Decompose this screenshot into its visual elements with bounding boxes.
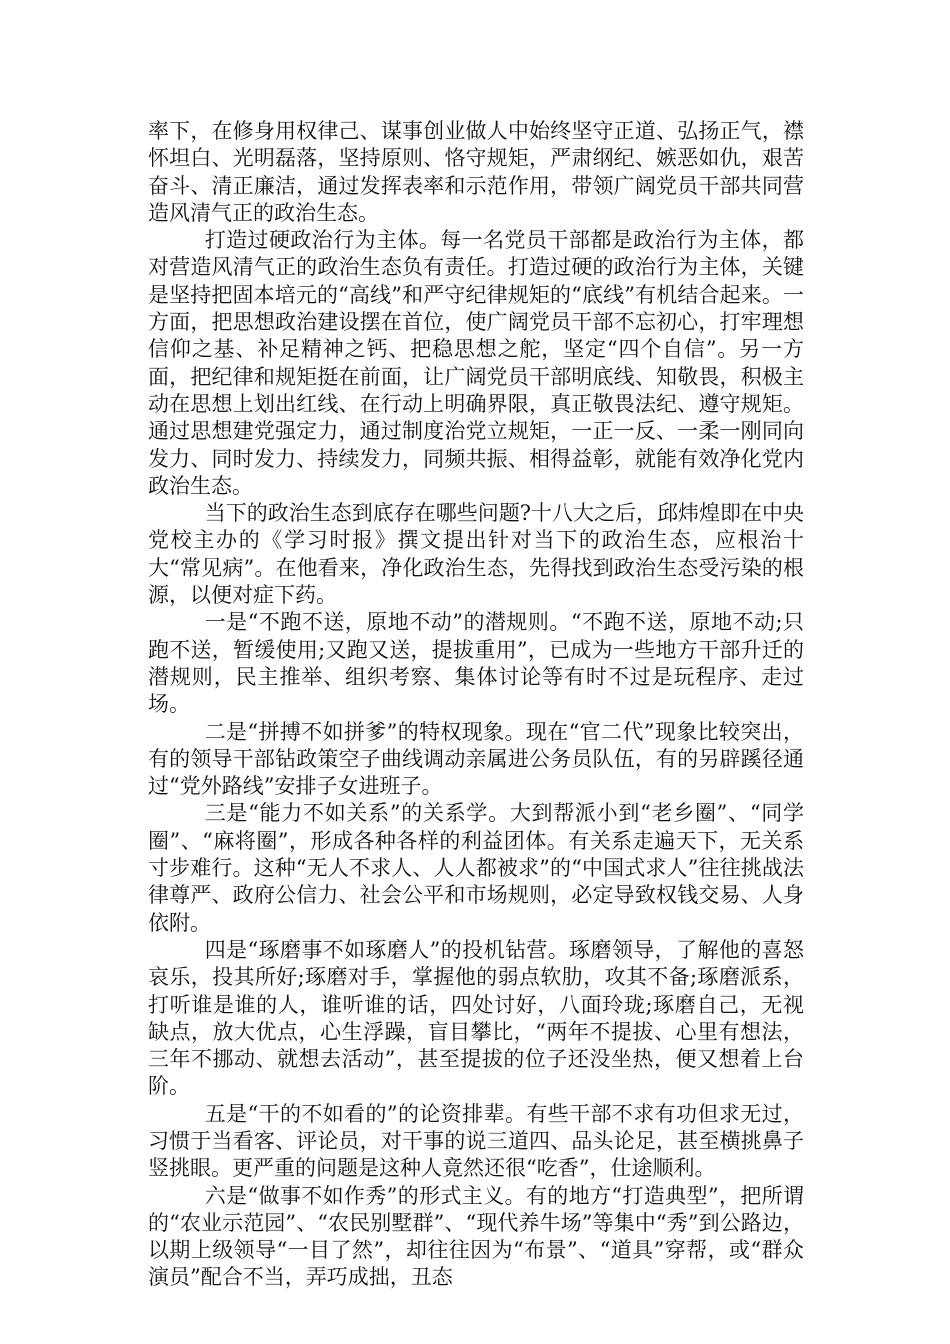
paragraph-6: 三是“能力不如关系”的关系学。大到帮派小到“老乡圈”、“同学圈”、“麻将圈”，形成各种各样的利益团体。有关系走遍天下，无关系寸步难行。这种“无人不求人、人人都被求”的“中国式求人”往往挑战法律尊严、政府公信力、社会公平和市场规则，必定导致权钱交易、人身依附。 — [148, 801, 804, 935]
paragraph-2: 打造过硬政治行为主体。每一名党员干部都是政治行为主体，都对营造风清气正的政治生态负有责任。打造过硬的政治行为主体，关键是坚持把固本培元的“高线”和严守纪律规矩的“底线”有机结合起来。一方面，把思想政治建设摆在首位，使广阔党员干部不忘初心，打牢理想信仰之基、补足精神之钙、把稳思想之舵，坚定“四个自信”。另一方面，把纪律和规矩挺在前面，让广阔党员干部明底线、知敬畏，积极主动在思想上划出红线、在行动上明确界限，真正敬畏法纪、遵守规矩。通过思想建党强定力，通过制度治党立规矩，一正一反、一柔一刚同向发力、同时发力、持续发力，同频共振、相得益彰，就能有效净化党内政治生态。 — [148, 228, 804, 498]
paragraph-4: 一是“不跑不送，原地不动”的潜规则。“不跑不送，原地不动;只跑不送，暂缓使用;又跑又送，提拔重用”，已成为一些地方干部升迁的潜规则，民主推举、组织考察、集体讨论等有时不过是玩程序、走过场。 — [148, 610, 804, 717]
paragraph-3: 当下的政治生态到底存在哪些问题?十八大之后，邱炜煌即在中央党校主办的《学习时报》撰文提出针对当下的政治生态，应根治十大“常见病”。在他看来，净化政治生态，先得找到政治生态受污染的根源，以便对症下药。 — [148, 501, 804, 608]
paragraph-9: 六是“做事不如作秀”的形式主义。有的地方“打造典型”，把所谓的“农业示范园”、“农民别墅群”、“现代养牛场”等集中“秀”到公路边，以期上级领导“一目了然”，却往往因为“布景”、“道具”穿帮，或“群众演员”配合不当，弄巧成拙，丑态 — [148, 1183, 804, 1290]
document-body — [148, 118, 804, 1292]
paragraph-8: 五是“干的不如看的”的论资排辈。有些干部不求有功但求无过，习惯于当看客、评论员，对干事的说三道四、品头论足，甚至横挑鼻子竖挑眼。更严重的问题是这种人竟然还很“吃香”，仕途顺利。 — [148, 1101, 804, 1181]
paragraph-1: 率下，在修身用权律己、谋事创业做人中始终坚守正道、弘扬正气，襟怀坦白、光明磊落，坚持原则、恪守规矩，严肃纲纪、嫉恶如仇，艰苦奋斗、清正廉洁，通过发挥表率和示范作用，带领广阔党员干部共同营造风清气正的政治生态。 — [148, 119, 804, 225]
paragraph-5: 二是“拼搏不如拼爹”的特权现象。现在“官二代”现象比较突出，有的领导干部钻政策空子曲线调动亲属进公务员队伍，有的另辟蹊径通过“党外路线”安排子女进班子。 — [148, 719, 804, 799]
paragraph-7: 四是“琢磨事不如琢磨人”的投机钻营。琢磨领导，了解他的喜怒哀乐，投其所好;琢磨对手，掌握他的弱点软肋，攻其不备;琢磨派系，打听谁是谁的人，谁听谁的话，四处讨好，八面玲珑;琢磨自己，无视缺点，放大优点，心生浮躁，盲目攀比，“两年不提拔、心里有想法，三年不挪动、就想去活动”，甚至提拔的位子还没坐热，便又想着上台阶。 — [148, 937, 804, 1099]
